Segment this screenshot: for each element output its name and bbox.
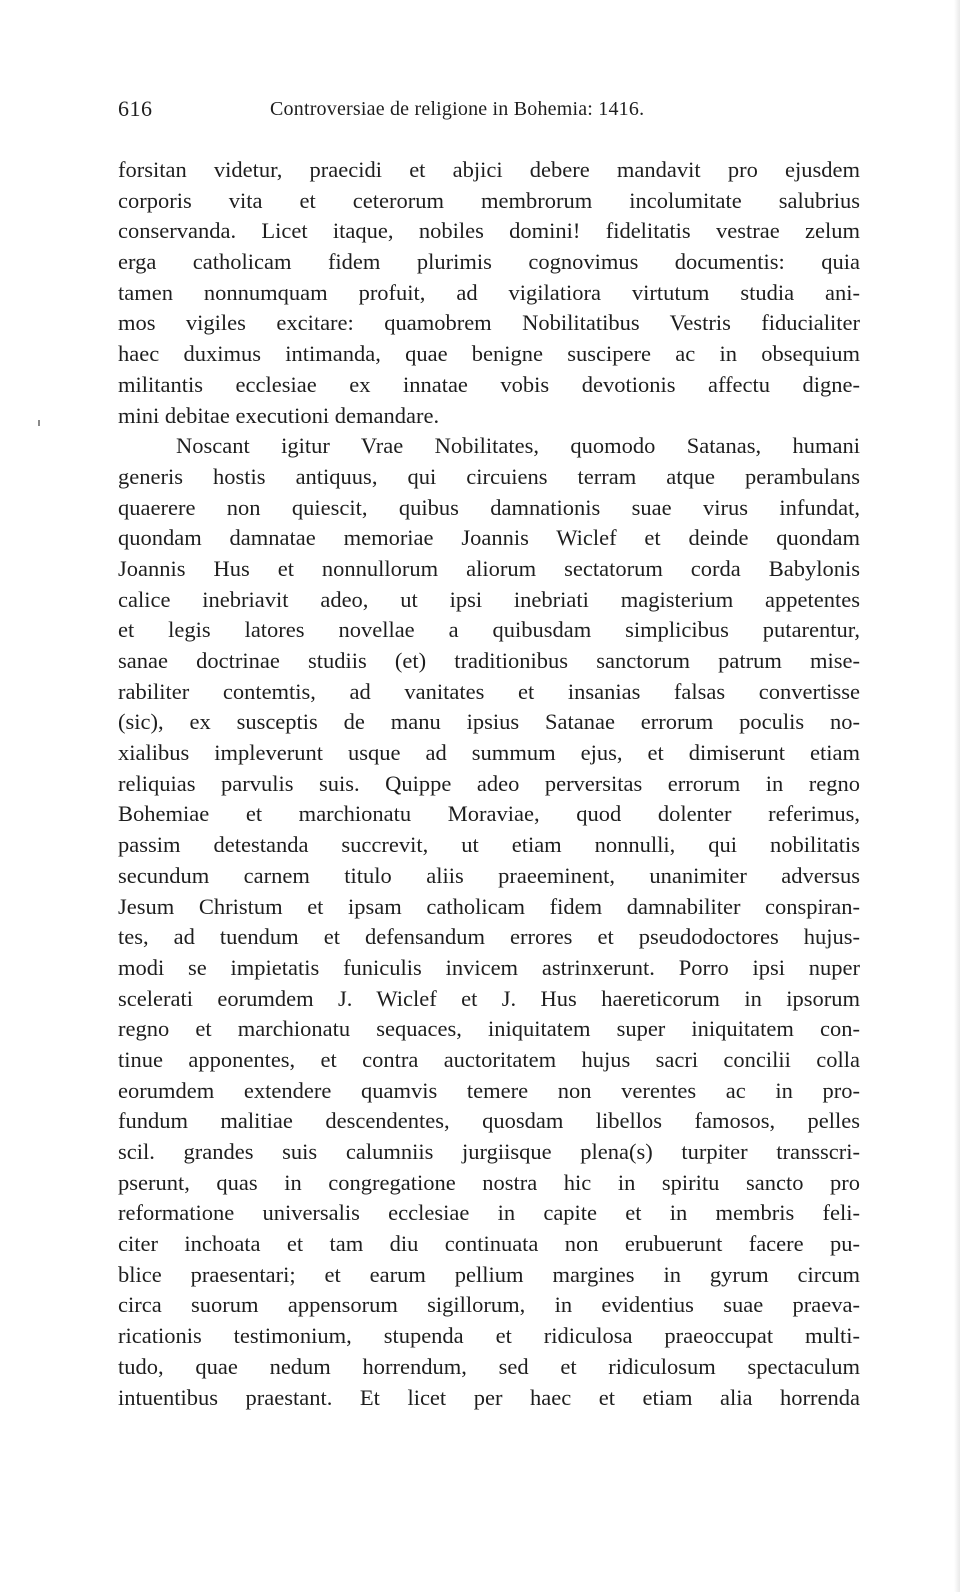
- text-line: rabiliter contemtis, ad vanitates et insanias falsas convertisse: [118, 678, 860, 704]
- text-line: haec duximus intimanda, quae benigne suscipere ac in obsequium: [118, 341, 860, 367]
- text-line: scil. grandes suis calumniis jurgiisque plena(s) turpiter transscri-: [118, 1139, 860, 1164]
- text-line: eorumdem extendere quamvis temere non verentes ac in pro-: [118, 1077, 860, 1103]
- text-line: regno et marchionatu sequaces, iniquitatem super iniquitatem con-: [118, 1016, 860, 1042]
- text-line: Jesum Christum et ipsam catholicam fidem damnabiliter conspiran-: [118, 893, 860, 919]
- text-line: ricationis testimonium, stupenda et ridiculosa praeoccupat multi-: [118, 1323, 860, 1349]
- text-line: forsitan videtur, praecidi et abjici debere mandavit pro ejusdem: [118, 157, 860, 182]
- text-line: modi se impietatis funiculis invicem astrinxerunt. Porro ipsi nuper: [118, 954, 860, 980]
- text-line: conservanda. Licet itaque, nobiles domini! fidelitatis vestrae zelum: [118, 218, 860, 244]
- text-line: erga catholicam fidem plurimis cognovimus documentis: quia: [118, 249, 860, 275]
- text-line: xialibus impleverunt usque ad summum ejus, et dimiserunt etiam: [118, 740, 860, 766]
- text-line: quaerere non quiescit, quibus damnationis suae virus infundat,: [118, 494, 860, 520]
- paragraph-start-line: Noscant igitur Vrae Nobilitates, quomodo Satanas, humani: [176, 433, 860, 459]
- text-line: tudo, quae nedum horrendum, sed et ridiculosum spectaculum: [118, 1353, 860, 1379]
- text-line: citer inchoata et tam diu continuata non erubuerunt facere pu-: [118, 1231, 860, 1257]
- text-line: circa suorum appensorum sigillorum, in evidentius suae praeva-: [118, 1292, 860, 1318]
- page-number: 616: [118, 96, 153, 121]
- text-line: intuentibus praestant. Et licet per haec et etiam alia horrenda: [118, 1384, 860, 1410]
- page-edge-shadow: [954, 0, 960, 1592]
- running-head: Controversiae de religione in Bohemia: 1416.: [270, 98, 645, 120]
- body-text: [118, 155, 860, 1413]
- text-line: tes, ad tuendum et defensandum errores et pseudodoctores hujus-: [118, 924, 860, 950]
- text-line: mini debitae executioni demandare.: [118, 402, 440, 428]
- margin-mark: [38, 420, 40, 426]
- text-line: mos vigiles excitare: quamobrem Nobilitatibus Vestris fiducialiter: [118, 310, 860, 336]
- text-line: quondam damnatae memoriae Joannis Wiclef et deinde quondam: [118, 525, 860, 551]
- text-line: reformatione universalis ecclesiae in capite et in membris feli-: [118, 1200, 860, 1226]
- text-line: (sic), ex susceptis de manu ipsius Satanae errorum poculis no-: [118, 709, 860, 735]
- text-line: Joannis Hus et nonnullorum aliorum sectatorum corda Babylonis: [118, 555, 860, 581]
- text-line: Bohemiae et marchionatu Moraviae, quod dolenter referimus,: [118, 801, 860, 827]
- text-line: calice inebriavit adeo, ut ipsi inebriati magisterium appetentes: [118, 586, 860, 612]
- text-line: scelerati eorumdem J. Wiclef et J. Hus haereticorum in ipsorum: [118, 985, 860, 1011]
- text-line: militantis ecclesiae ex innatae vobis devotionis affectu digne-: [118, 371, 860, 397]
- text-line: generis hostis antiquus, qui circuiens terram atque perambulans: [118, 463, 860, 489]
- text-line: tinue apponentes, et contra auctoritatem hujus sacri concilii colla: [118, 1046, 860, 1072]
- text-line: blice praesentari; et earum pellium margines in gyrum circum: [118, 1261, 860, 1287]
- text-line: passim detestanda succrevit, ut etiam nonnulli, qui nobilitatis: [118, 832, 860, 858]
- text-line: tamen nonnumquam profuit, ad vigilatiora virtutum studia ani-: [118, 279, 860, 305]
- text-line: pserunt, quas in congregatione nostra hic in spiritu sancto pro: [118, 1169, 860, 1195]
- text-line: reliquias parvulis suis. Quippe adeo perversitas errorum in regno: [118, 770, 860, 796]
- text-line: sanae doctrinae studiis (et) traditionibus sanctorum patrum mise-: [118, 648, 860, 673]
- page-header: [118, 96, 860, 128]
- text-line: corporis vita et ceterorum membrorum incolumitate salubrius: [118, 187, 860, 213]
- text-line: fundum malitiae descendentes, quosdam libellos famosos, pelles: [118, 1108, 860, 1134]
- text-line: secundum carnem titulo aliis praeeminent, unanimiter adversus: [118, 862, 860, 888]
- text-line: et legis latores novellae a quibusdam simplicibus putarentur,: [118, 617, 860, 643]
